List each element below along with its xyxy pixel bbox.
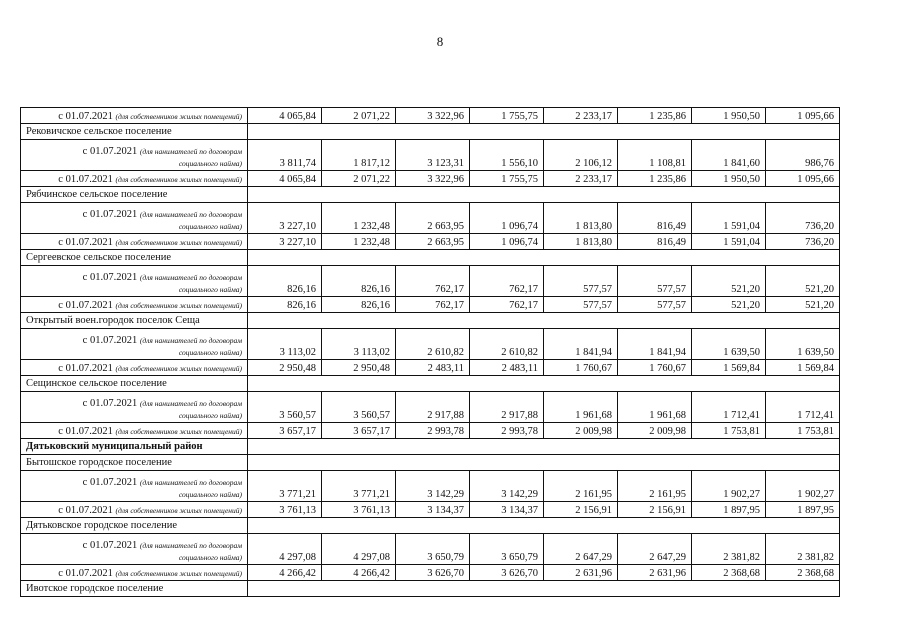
section-row — [21, 581, 840, 597]
section-filler — [248, 250, 840, 266]
section-filler — [248, 439, 840, 455]
value-cell: 1 813,80 — [544, 234, 618, 250]
value-cell: 4 266,42 — [248, 565, 322, 581]
value-cell: 826,16 — [248, 266, 322, 297]
section-title: Сергеевское сельское поселение — [21, 250, 248, 266]
section-row — [21, 313, 840, 329]
value-cell: 826,16 — [322, 266, 396, 297]
row-date: с 01.07.2021 — [58, 111, 113, 122]
row-label — [21, 297, 248, 313]
value-cell: 3 771,21 — [322, 471, 396, 502]
value-cell: 3 761,13 — [248, 502, 322, 518]
row-date: с 01.07.2021 — [58, 568, 113, 579]
value-cell: 736,20 — [766, 234, 840, 250]
row-label — [21, 471, 248, 502]
value-cell: 1 753,81 — [766, 423, 840, 439]
row-label — [21, 565, 248, 581]
value-cell: 2 950,48 — [248, 360, 322, 376]
value-cell: 2 610,82 — [396, 329, 470, 360]
value-cell: 1 235,86 — [618, 108, 692, 124]
value-cell: 3 626,70 — [470, 565, 544, 581]
value-cell: 1 841,94 — [618, 329, 692, 360]
value-cell: 762,17 — [470, 297, 544, 313]
value-cell: 736,20 — [766, 203, 840, 234]
section-filler — [248, 313, 840, 329]
section-row — [21, 455, 840, 471]
section-row — [21, 124, 840, 140]
value-cell: 2 368,68 — [692, 565, 766, 581]
value-cell: 1 950,50 — [692, 171, 766, 187]
row-label-line — [26, 477, 242, 489]
section-row — [21, 439, 840, 455]
row-label — [21, 140, 248, 171]
row-note: (для собственников жилых помещений) — [115, 506, 242, 515]
value-cell: 2 106,12 — [544, 140, 618, 171]
row-note: (для нанимателей по договорам — [139, 210, 242, 219]
section-row — [21, 376, 840, 392]
value-cell: 1 841,94 — [544, 329, 618, 360]
table-row — [21, 140, 840, 171]
row-date: с 01.07.2021 — [58, 426, 113, 437]
value-cell: 1 235,86 — [618, 171, 692, 187]
row-label — [21, 203, 248, 234]
value-cell: 4 297,08 — [248, 534, 322, 565]
row-note: (для собственников жилых помещений) — [115, 238, 242, 247]
value-cell: 1 755,75 — [470, 171, 544, 187]
value-cell: 3 761,13 — [322, 502, 396, 518]
value-cell: 1 760,67 — [544, 360, 618, 376]
section-title: Дятьковский муниципальный район — [21, 439, 248, 455]
value-cell: 521,20 — [692, 266, 766, 297]
value-cell: 1 902,27 — [692, 471, 766, 502]
value-cell: 3 322,96 — [396, 171, 470, 187]
value-cell: 1 755,75 — [470, 108, 544, 124]
value-cell: 1 817,12 — [322, 140, 396, 171]
value-cell: 1 902,27 — [766, 471, 840, 502]
row-note-continued: социального найма) — [178, 222, 242, 231]
section-filler — [248, 581, 840, 597]
row-date: с 01.07.2021 — [82, 477, 138, 488]
section-filler — [248, 124, 840, 140]
value-cell: 2 647,29 — [618, 534, 692, 565]
value-cell: 2 663,95 — [396, 203, 470, 234]
value-cell: 1 897,95 — [766, 502, 840, 518]
row-label-line — [26, 237, 242, 249]
value-cell: 1 095,66 — [766, 108, 840, 124]
value-cell: 3 113,02 — [322, 329, 396, 360]
value-cell: 3 227,10 — [248, 234, 322, 250]
value-cell: 826,16 — [322, 297, 396, 313]
value-cell: 1 753,81 — [692, 423, 766, 439]
table-row — [21, 360, 840, 376]
value-cell: 3 227,10 — [248, 203, 322, 234]
table-row — [21, 502, 840, 518]
value-cell: 762,17 — [396, 266, 470, 297]
row-note: (для собственников жилых помещений) — [115, 364, 242, 373]
value-cell: 1 556,10 — [470, 140, 544, 171]
value-cell: 2 381,82 — [692, 534, 766, 565]
table-row — [21, 297, 840, 313]
row-label-line — [26, 209, 242, 221]
table-row — [21, 266, 840, 297]
table-row — [21, 565, 840, 581]
value-cell: 2 368,68 — [766, 565, 840, 581]
row-date: с 01.07.2021 — [82, 209, 138, 220]
row-label — [21, 171, 248, 187]
value-cell: 3 142,29 — [396, 471, 470, 502]
value-cell: 3 322,96 — [396, 108, 470, 124]
value-cell: 2 631,96 — [618, 565, 692, 581]
value-cell: 2 233,17 — [544, 108, 618, 124]
row-date: с 01.07.2021 — [58, 174, 113, 185]
value-cell: 762,17 — [396, 297, 470, 313]
section-title: Бытошское городское поселение — [21, 455, 248, 471]
value-cell: 2 950,48 — [322, 360, 396, 376]
value-cell: 1 591,04 — [692, 203, 766, 234]
value-cell: 2 071,22 — [322, 171, 396, 187]
value-cell: 2 009,98 — [618, 423, 692, 439]
section-row — [21, 250, 840, 266]
value-cell: 4 266,42 — [322, 565, 396, 581]
value-cell: 3 650,79 — [396, 534, 470, 565]
table-row — [21, 234, 840, 250]
row-note: (для нанимателей по договорам — [139, 399, 242, 408]
row-note: (для собственников жилых помещений) — [115, 301, 242, 310]
tariff-table — [20, 107, 840, 597]
row-label-line — [26, 146, 242, 158]
value-cell: 762,17 — [470, 266, 544, 297]
row-note-continued: социального найма) — [178, 411, 242, 420]
row-note: (для нанимателей по договорам — [139, 147, 242, 156]
value-cell: 1 961,68 — [544, 392, 618, 423]
table-body — [21, 108, 840, 597]
row-label-line — [26, 335, 242, 347]
value-cell: 1 591,04 — [692, 234, 766, 250]
row-note: (для собственников жилых помещений) — [115, 112, 242, 121]
row-label — [21, 534, 248, 565]
section-title: Рябчинское сельское поселение — [21, 187, 248, 203]
section-filler — [248, 455, 840, 471]
value-cell: 521,20 — [766, 297, 840, 313]
row-label — [21, 423, 248, 439]
row-date: с 01.07.2021 — [58, 505, 113, 516]
value-cell: 2 009,98 — [544, 423, 618, 439]
table-row — [21, 171, 840, 187]
row-label-line — [26, 111, 242, 123]
section-filler — [248, 376, 840, 392]
value-cell: 2 993,78 — [470, 423, 544, 439]
value-cell: 3 771,21 — [248, 471, 322, 502]
value-cell: 1 569,84 — [692, 360, 766, 376]
row-label-line — [26, 568, 242, 580]
value-cell: 521,20 — [766, 266, 840, 297]
value-cell: 1 096,74 — [470, 234, 544, 250]
value-cell: 3 811,74 — [248, 140, 322, 171]
row-label-line — [26, 272, 242, 284]
table-row — [21, 392, 840, 423]
value-cell: 3 113,02 — [248, 329, 322, 360]
value-cell: 3 657,17 — [248, 423, 322, 439]
value-cell: 816,49 — [618, 234, 692, 250]
row-date: с 01.07.2021 — [82, 146, 138, 157]
value-cell: 1 950,50 — [692, 108, 766, 124]
section-title: Рековичское сельское поселение — [21, 124, 248, 140]
row-note-continued: социального найма) — [178, 159, 242, 168]
value-cell: 1 232,48 — [322, 203, 396, 234]
section-title: Ивотское городское поселение — [21, 581, 248, 597]
row-date: с 01.07.2021 — [58, 237, 113, 248]
value-cell: 1 569,84 — [766, 360, 840, 376]
value-cell: 1 232,48 — [322, 234, 396, 250]
value-cell: 816,49 — [618, 203, 692, 234]
value-cell: 2 993,78 — [396, 423, 470, 439]
value-cell: 3 142,29 — [470, 471, 544, 502]
value-cell: 2 610,82 — [470, 329, 544, 360]
value-cell: 1 712,41 — [692, 392, 766, 423]
row-label-line — [26, 300, 242, 312]
value-cell: 3 560,57 — [322, 392, 396, 423]
value-cell: 1 639,50 — [766, 329, 840, 360]
section-filler — [248, 187, 840, 203]
value-cell: 577,57 — [618, 297, 692, 313]
row-label — [21, 360, 248, 376]
row-label-line — [26, 363, 242, 375]
value-cell: 1 639,50 — [692, 329, 766, 360]
row-label — [21, 329, 248, 360]
value-cell: 1 897,95 — [692, 502, 766, 518]
table-row — [21, 423, 840, 439]
section-row — [21, 187, 840, 203]
value-cell: 986,76 — [766, 140, 840, 171]
row-date: с 01.07.2021 — [58, 363, 113, 374]
section-row — [21, 518, 840, 534]
page-number: 8 — [436, 34, 444, 49]
value-cell: 577,57 — [544, 297, 618, 313]
value-cell: 2 071,22 — [322, 108, 396, 124]
value-cell: 826,16 — [248, 297, 322, 313]
row-note: (для нанимателей по договорам — [139, 478, 242, 487]
value-cell: 1 095,66 — [766, 171, 840, 187]
row-label — [21, 234, 248, 250]
value-cell: 4 065,84 — [248, 108, 322, 124]
row-note-continued: социального найма) — [178, 553, 242, 562]
value-cell: 1 108,81 — [618, 140, 692, 171]
value-cell: 2 631,96 — [544, 565, 618, 581]
section-title: Дятьковское городское поселение — [21, 518, 248, 534]
value-cell: 3 650,79 — [470, 534, 544, 565]
table-row — [21, 329, 840, 360]
row-note: (для собственников жилых помещений) — [115, 175, 242, 184]
value-cell: 1 841,60 — [692, 140, 766, 171]
row-date: с 01.07.2021 — [82, 398, 138, 409]
row-note-continued: социального найма) — [178, 285, 242, 294]
value-cell: 521,20 — [692, 297, 766, 313]
table-row — [21, 471, 840, 502]
row-date: с 01.07.2021 — [58, 300, 113, 311]
row-date: с 01.07.2021 — [82, 540, 138, 551]
row-date: с 01.07.2021 — [82, 272, 138, 283]
table-row — [21, 203, 840, 234]
value-cell: 2 156,91 — [618, 502, 692, 518]
value-cell: 2 483,11 — [470, 360, 544, 376]
value-cell: 2 663,95 — [396, 234, 470, 250]
value-cell: 1 096,74 — [470, 203, 544, 234]
value-cell: 3 123,31 — [396, 140, 470, 171]
section-title: Открытый воен.городок поселок Сеща — [21, 313, 248, 329]
value-cell: 1 961,68 — [618, 392, 692, 423]
value-cell: 3 657,17 — [322, 423, 396, 439]
row-note: (для нанимателей по договорам — [139, 336, 242, 345]
section-filler — [248, 518, 840, 534]
row-label — [21, 266, 248, 297]
row-note-continued: социального найма) — [178, 348, 242, 357]
row-label — [21, 392, 248, 423]
row-note: (для собственников жилых помещений) — [115, 427, 242, 436]
value-cell: 2 483,11 — [396, 360, 470, 376]
value-cell: 2 917,88 — [396, 392, 470, 423]
value-cell: 2 917,88 — [470, 392, 544, 423]
row-note: (для нанимателей по договорам — [139, 541, 242, 550]
value-cell: 3 560,57 — [248, 392, 322, 423]
value-cell: 2 381,82 — [766, 534, 840, 565]
value-cell: 2 233,17 — [544, 171, 618, 187]
value-cell: 3 134,37 — [396, 502, 470, 518]
row-date: с 01.07.2021 — [82, 335, 138, 346]
value-cell: 2 161,95 — [544, 471, 618, 502]
value-cell: 4 297,08 — [322, 534, 396, 565]
row-label-line — [26, 540, 242, 552]
value-cell: 1 712,41 — [766, 392, 840, 423]
value-cell: 1 813,80 — [544, 203, 618, 234]
row-label-line — [26, 398, 242, 410]
row-label-line — [26, 174, 242, 186]
row-label-line — [26, 505, 242, 517]
value-cell: 1 760,67 — [618, 360, 692, 376]
value-cell: 4 065,84 — [248, 171, 322, 187]
table-row — [21, 534, 840, 565]
value-cell: 2 161,95 — [618, 471, 692, 502]
row-note: (для нанимателей по договорам — [139, 273, 242, 282]
section-title: Сещинское сельское поселение — [21, 376, 248, 392]
row-label-line — [26, 426, 242, 438]
table-row — [21, 108, 840, 124]
value-cell: 3 626,70 — [396, 565, 470, 581]
value-cell: 2 647,29 — [544, 534, 618, 565]
value-cell: 577,57 — [544, 266, 618, 297]
row-label — [21, 108, 248, 124]
row-note: (для собственников жилых помещений) — [115, 569, 242, 578]
row-note-continued: социального найма) — [178, 490, 242, 499]
value-cell: 2 156,91 — [544, 502, 618, 518]
row-label — [21, 502, 248, 518]
value-cell: 3 134,37 — [470, 502, 544, 518]
value-cell: 577,57 — [618, 266, 692, 297]
